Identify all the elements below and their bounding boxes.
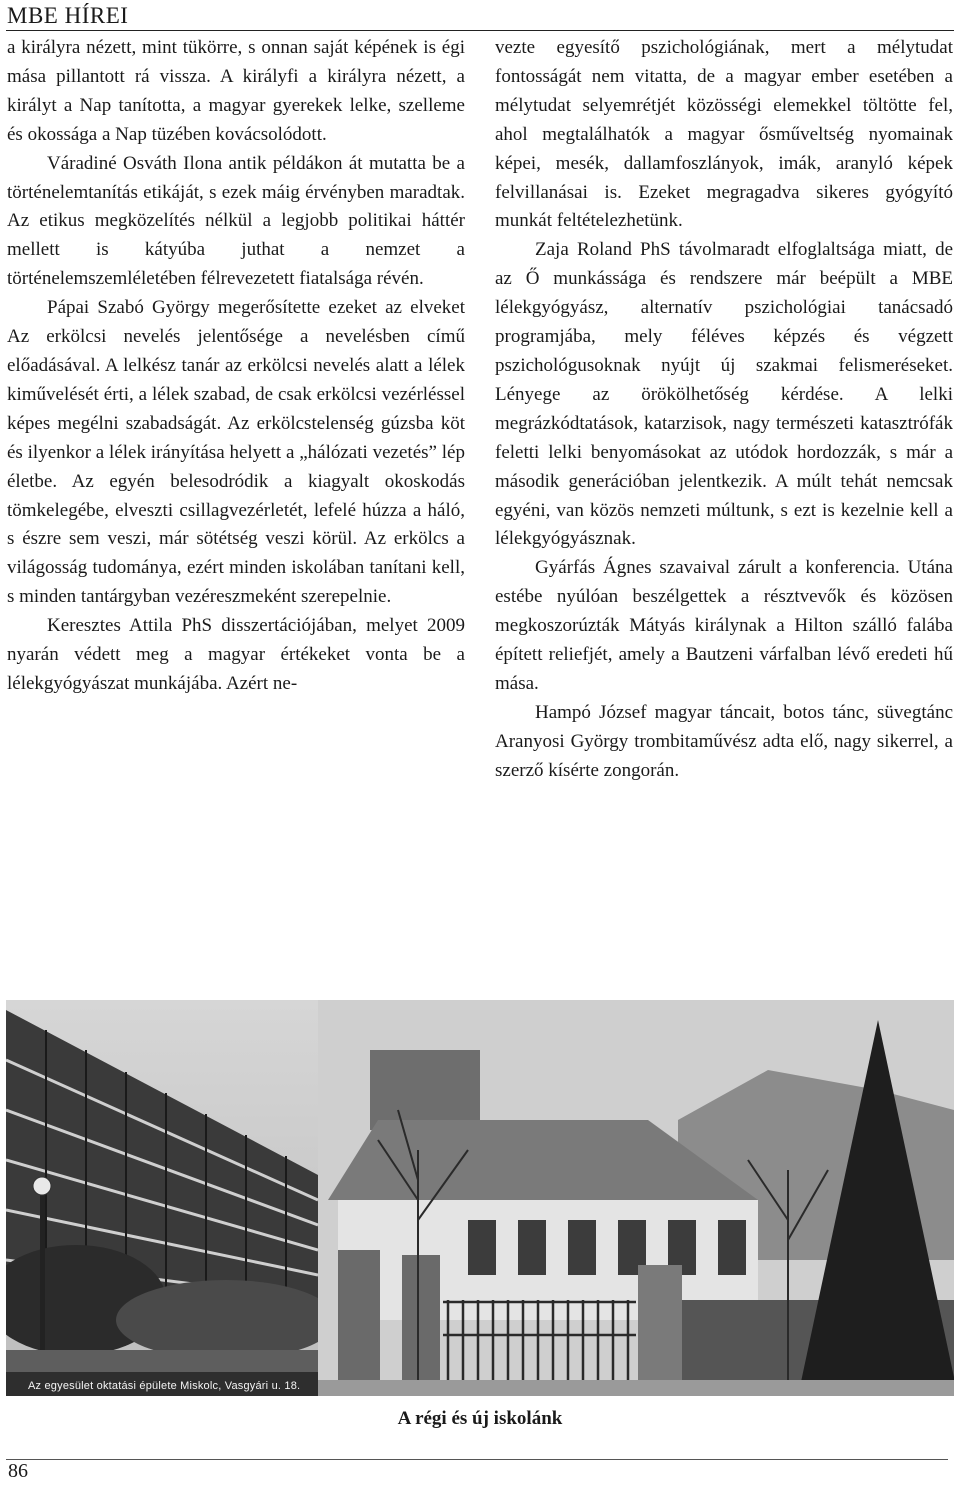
footer-divider [6, 1459, 948, 1460]
header-divider [6, 30, 954, 31]
right-paragraph-3: Gyárfás Ágnes szavaival zárult a konferencia. Utána estébe nyúlóan beszélgettek a résztvevők és közösen megkoszorúzták Mátyás királynak a Hilton szálló falába épített reliefjét, amely a Bautzeni várfalban lévő eredeti hű mása. [495, 557, 953, 694]
left-text-column [7, 34, 465, 699]
running-header: MBE HÍREI [7, 3, 129, 28]
old-school-building-photo [6, 1000, 318, 1396]
left-paragraph-1: a királyra nézett, mint tükörre, s onnan saját képének is égi mása pillantott rá vissza. A királyfi a királyra nézett, a királyt a Nap tanította, a magyar gyerekek lelke, szelleme és okossága a Nap tüzében kovácsolódott. [7, 37, 465, 145]
right-paragraph-1: vezte egyesítő pszichológiának, mert a mélytudat fontosságát nem vitatta, de a magyar ember esetében a mélytudat selyemrétjét közösségi elemekkel töltötte fel, ahol megtalálhatók a magyar ősműveltség nyomainak képei, mesék, dallamfoszlányok, imák, aranyló képek felvillanásai is. Ezeket megragadva sikeres gyógyító munkát feltételezhetünk. [495, 37, 953, 232]
right-text-column [495, 34, 953, 786]
page-number: 86 [8, 1460, 28, 1482]
left-paragraph-4: Keresztes Attila PhS disszertációjában, melyet 2009 nyarán védett meg a magyar értékeket vonta be a lélekgyógyászat munkájába. Azért ne- [7, 615, 465, 694]
right-paragraph-2: Zaja Roland PhS távolmaradt elfoglaltsága miatt, de az Ő munkássága és rendszere már beépült a MBE lélekgyógyász, alternatív pszichológiai tanácsadó programjába, mely féléves képzés és végzett pszichológusoknak nyújt új szakmai felismeréseket. Lényege az örökölhetőség kérdése. A lelki megrázkódtatások, katarzisok, nagy természeti katasztrófák feletti lelki benyomásokat az utódok hordozzák, s már a második generációban jelentkezik. A múlt tehát nemcsak egyéni, van közös nemzeti múltunk, s ezt is kezelnie kell a lélekgyógyásznak. [495, 239, 953, 550]
photo-caption-overlay: Az egyesület oktatási épülete Miskolc, Vasgyári u. 18. [28, 1380, 301, 1392]
figure-caption: A régi és új iskolánk [397, 1408, 563, 1429]
new-school-building-photo [318, 1000, 954, 1396]
left-paragraph-2: Váradiné Osváth Ilona antik példákon át mutatta be a történelemtanítás etikáját, s ezek máig érvényben maradtak. Az etikus megközelítés nélkül a legjobb politikai háttér mellett is kátyúba juthat a nemzet a történelemszemléletében félrevezetett fiatalsága révén. [7, 152, 465, 290]
right-paragraph-4: Hampó József magyar táncait, botos tánc, süvegtánc Aranyosi György trombitaművész adta elő, nagy sikerrel, a szerző kísérte zongorán. [495, 701, 953, 781]
left-paragraph-3: Pápai Szabó György megerősítette ezeket az elveket Az erkölcsi nevelés jelentősége a nevelésben című előadásával. A lelkész tanár az erkölcsi nevelés alatt a lélek kiművelését érti, a lélek szabad, de csak erkölcsi vezérléssel képes megélni szabadságát. Az erkölcstelenség gúzsba köt és ilyenkor a lélek irányítása helyett a „hálózati vezetés” lép életbe. Az egyén belesodródik a kiagyalt okoskodás tömkelegébe, elveszti csillagvezérletét, lefelé húzza a háló, s észre sem veszi, már sötétség veszi körül. Az erkölcs a világosság tudománya, ezért minden iskolában tanítani kell, s minden tantárgyban vezéreszmeként szerepelnie. [7, 297, 465, 608]
